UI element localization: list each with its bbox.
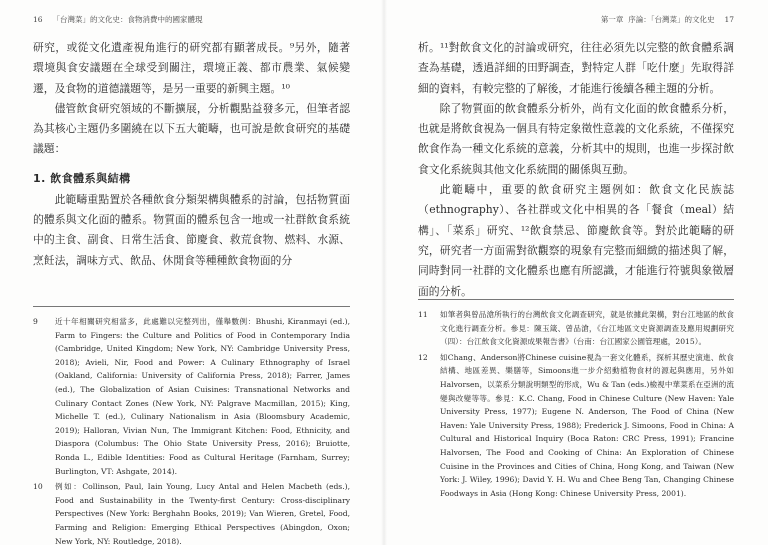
right-paragraph-1: 析。¹¹對飲食文化的討論或研究，往往必須先以完整的飲食體系調查為基礎，透過詳細的田野調查，對特定人群「吃什麼」先取得詳細的資料，有較完整的了解後，才能進行後續各種主題的分析。	[418, 41, 734, 95]
right-page	[384, 0, 768, 545]
left-running-title: 「台灣菜」的文化史：食物消費中的國家體現	[52, 15, 203, 24]
right-running-header	[418, 14, 734, 38]
right-paragraph-2: 除了物質面的飲食體系分析外，尚有文化面的飲食體系分析，也就是將飲食視為一個具有特定象徵性意義的文化系統，不僅探究飲食作為一種文化系統的意義，分析其中的規則，也進一步探討飲食文化系統與其他文化系統間的關係與互動。	[418, 101, 734, 176]
left-page-number: 16	[33, 15, 43, 24]
footnote-text: 例如：Collinson, Paul, Iain Young, Lucy Antal and Helen Macbeth (eds.), Food and Sustainability in the Twenty-first Century: Cross-disciplinary Perspectives (New York: Berghahn Books, 2019); Van Wieren, Gretel, Food, Farming and Religion: Emerging Ethical Perspectives (Abingdon, Oxon; New York, NY: Routledge, 2018).	[55, 482, 350, 546]
footnote-number: 11	[418, 310, 428, 319]
footnote-12	[418, 351, 734, 501]
footnote-10	[33, 480, 350, 548]
footnote-number: 10	[33, 482, 43, 492]
right-main-text	[418, 38, 734, 298]
section-heading: 1. 飲食體系與結構	[33, 171, 131, 185]
left-running-header	[33, 14, 350, 38]
footnote-text: 如Chang、Anderson將Chinese cuisine視為一套文化體系，探析其歷史演進、飲食結構、地區差異、樂膳等，Simoons進一步介紹動植物食材的源起與應用，另外如Halvorsen，以菜系分類說明類型的形成，Wu & Tan (eds.)檢視中華菜系在亞洲的流變與改變等等。參見：K.C. Chang, Food in Chinese Culture (New Haven: Yale University Press, 1977); Eugene N. Anderson, The Food of China (New Haven: Yale University Press, 1988); Frederick J. Simoons, Food in China: A Cultural and Historical Inquiry (Boca Raton: CRC Press, 1991); Francine Halvorsen, The Food and Cooking of China: An Exploration of Chinese Cuisine in the Provinces and Cities of China, Hong Kong, and Taiwan (New York: J. Wiley, 1996); David Y. H. Wu and Chee Beng Tan, Changing Chinese Foodways in Asia (Hong Kong: Chinese University Press, 2001).	[440, 352, 734, 498]
right-paragraph-3: 此範疇中，重要的飲食研究主題例如：飲食文化民族誌（ethnography）、各社群或文化中相異的各「餐食（meal）結構」、「菜系」研究、¹²飲食禁忌、節慶飲食等。對於此範疇的研究，研究者一方面需對欲觀察的現象有完整而細緻的描述與了解，同時對同一社群的文化體系也應有所認識，才能進行符號與象徵層面的分析。	[418, 183, 734, 298]
footnote-11	[418, 308, 734, 349]
footnote-number: 12	[418, 352, 428, 362]
footnote-text: 如筆者與曾品滄所執行的台灣飲食文化調查研究，就是依據此架構，對台江地區的飲食文化進行調查分析。參見：陳玉箴、曾品滄，《台江地區文史資源調查及應用規劃研究（四）：台江飲食文化資源成果報告書》（台南：台江國家公園管理處，2015）。	[440, 310, 734, 347]
left-section-paragraph: 此範疇重點置於各種飲食分類架構與體系的討論，包括物質面的體系與文化面的體系。物質面的體系包含一地或一社群飲食系統中的主食、副食、日常生活食、節慶食、救荒食物、燃料、水源、烹飪法，調味方式、飲品、休閒食等種種飲食物面的分	[33, 192, 350, 267]
footnote-text: 近十年相關研究相當多，此處難以完整列出，僅舉數例：Bhushi, Kiranmayi (ed.), Farm to Fingers: the Culture and Politics of Food in Contemporary India (Cambridge, United Kingdom; New York, NY: Cambridge University Press, 2018); Avieli, Nir, Food and Power: A Culinary Ethnography of Israel (Oakland, California: University of California Press, 2018); Farrer, James (ed.), The Globalization of Asian Cuisines: Transnational Networks and Culinary Contact Zones (New York, NY: Palgrave Macmillan, 2015); King, Michelle T. (ed.), Culinary Nationalism in Asia (Bloomsbury Academic, 2019); Halloran, Vivian Nun, The Immigrant Kitchen: Food, Ethnicity, and Diaspora (Columbus: The Ohio State University Press, 2016); Bruiotte, Ronda L., Edible Identities: Food as Cultural Heritage (Farnham, Surrey; Burlington, VT: Ashgate, 2014).	[55, 317, 350, 476]
footnote-9	[33, 315, 350, 478]
right-chapter-label: 第一章	[600, 15, 624, 24]
right-footnotes	[418, 308, 734, 500]
footnote-number: 9	[33, 317, 38, 326]
left-paragraph-1: 研究，或從文化遺產視角進行的研究都有顯著成長。⁹另外，隨著環境與食安議題在全球受到關注，環境正義、都市農業、氣候變遷，及食物的道德議題等，是另一重要的新興主題。¹⁰	[33, 41, 350, 95]
left-page	[0, 0, 384, 545]
right-running-title: 序論：「台灣菜」的文化史	[628, 15, 715, 24]
right-page-number: 17	[724, 15, 734, 24]
left-paragraph-2: 儘管飲食研究領域的不斷擴展，分析觀點益發多元，但筆者認為其核心主題仍多圍繞在以下五大範疇，也可說是飲食研究的基礎議題：	[33, 101, 350, 156]
left-main-text	[33, 38, 350, 294]
left-footnotes	[33, 315, 350, 548]
left-footnote-rule	[33, 306, 350, 307]
